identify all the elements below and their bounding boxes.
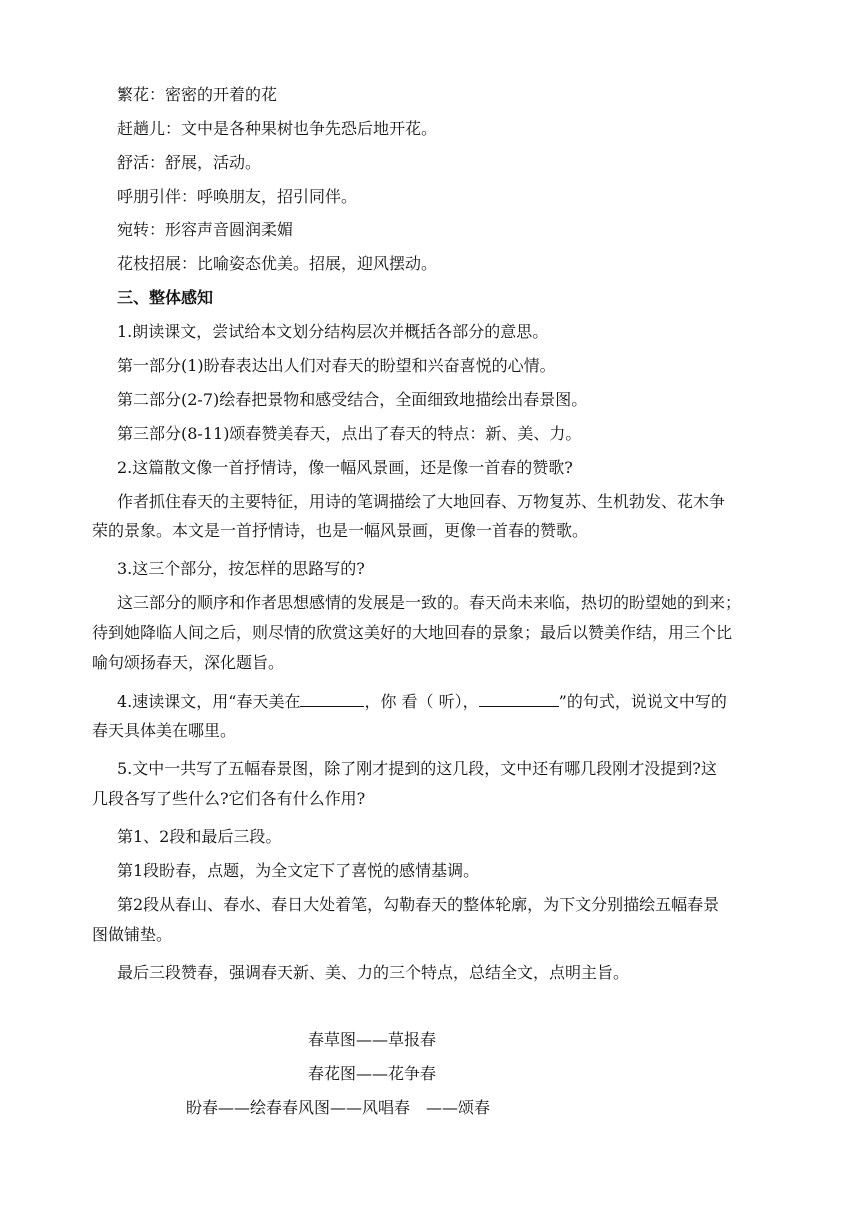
outline-row: 春草图——草报春 — [308, 1030, 437, 1049]
question-5: 5.文中一共写了五幅春景图，除了刚才提到的这几段，文中还有哪几段刚才没提到?这 — [117, 759, 717, 778]
answer-3-line: 待到她降临人间之后，则尽情的欣赏这美好的大地回春的景象；最后以赞美作结，用三个比 — [92, 623, 733, 642]
vocab-item: 赶趟儿：文中是各种果树也争先恐后地开花。 — [117, 119, 438, 138]
answer-part-3: 第三部分(8-11)颂春赞美春天，点出了春天的特点：新、美、力。 — [117, 424, 582, 443]
answer-part-1: 第一部分(1)盼春表达出人们对春天的盼望和兴奋喜悦的心情。 — [117, 356, 556, 375]
fill-blank — [300, 690, 364, 707]
vocab-item: 呼朋引伴：呼唤朋友，招引同伴。 — [117, 187, 358, 206]
question-4-line: 春天具体美在哪里。 — [92, 721, 237, 740]
answer-5: 第1、2段和最后三段。 — [117, 827, 282, 846]
outline-row: 春花图——花争春 — [308, 1064, 437, 1083]
vocab-item: 繁花：密密的开着的花 — [117, 85, 278, 104]
answer-5: 第2段从春山、春水、春日大处着笔，勾勒春天的整体轮廓，为下文分别描绘五幅春景 — [117, 895, 720, 914]
outline-row: 盼春——绘春春风图——风唱春 ——颂春 — [186, 1098, 491, 1117]
vocab-item: 舒活：舒展，活动。 — [117, 153, 262, 172]
vocab-item: 花枝招展：比喻姿态优美。招展，迎风摆动。 — [117, 254, 438, 273]
question-4: 4.速读课文，用“春天美在 ，你 看（ 听）， ”的句式，说说文中写的 — [117, 692, 727, 711]
answer-5-line: 图做铺垫。 — [92, 925, 173, 944]
answer-5: 最后三段赞春，强调春天新、美、力的三个特点，总结全文，点明主旨。 — [117, 963, 630, 982]
question-5-line: 几段各写了些什么?它们各有什么作用? — [92, 789, 366, 808]
fill-blank — [479, 690, 559, 707]
answer-2-line: 作者抓住春天的主要特征，用诗的笔调描绘了大地回春、万物复苏、生机勃发、花木争 — [117, 492, 726, 511]
question-1: 1.朗读课文，尝试给本文划分结构层次并概括各部分的意思。 — [117, 322, 549, 341]
answer-3-line: 喻句颂扬春天，深化题旨。 — [92, 653, 285, 672]
answer-3-line: 这三部分的顺序和作者思想感情的发展是一致的。春天尚未来临，热切的盼望她的到来； — [117, 593, 742, 612]
answer-2-line: 荣的景象。本文是一首抒情诗，也是一幅风景画，更像一首春的赞歌。 — [92, 521, 589, 540]
answer-part-2: 第二部分(2-7)绘春把景物和感受结合，全面细致地描绘出春景图。 — [117, 390, 588, 409]
vocab-item: 宛转：形容声音圆润柔媚 — [117, 220, 294, 239]
section-heading: 三、整体感知 — [117, 288, 214, 307]
question-3: 3.这三个部分，按怎样的思路写的? — [117, 559, 365, 578]
question-2: 2.这篇散文像一首抒情诗，像一幅风景画，还是像一首春的赞歌? — [117, 458, 573, 477]
answer-5: 第1段盼春，点题，为全文定下了喜悦的感情基调。 — [117, 861, 480, 880]
